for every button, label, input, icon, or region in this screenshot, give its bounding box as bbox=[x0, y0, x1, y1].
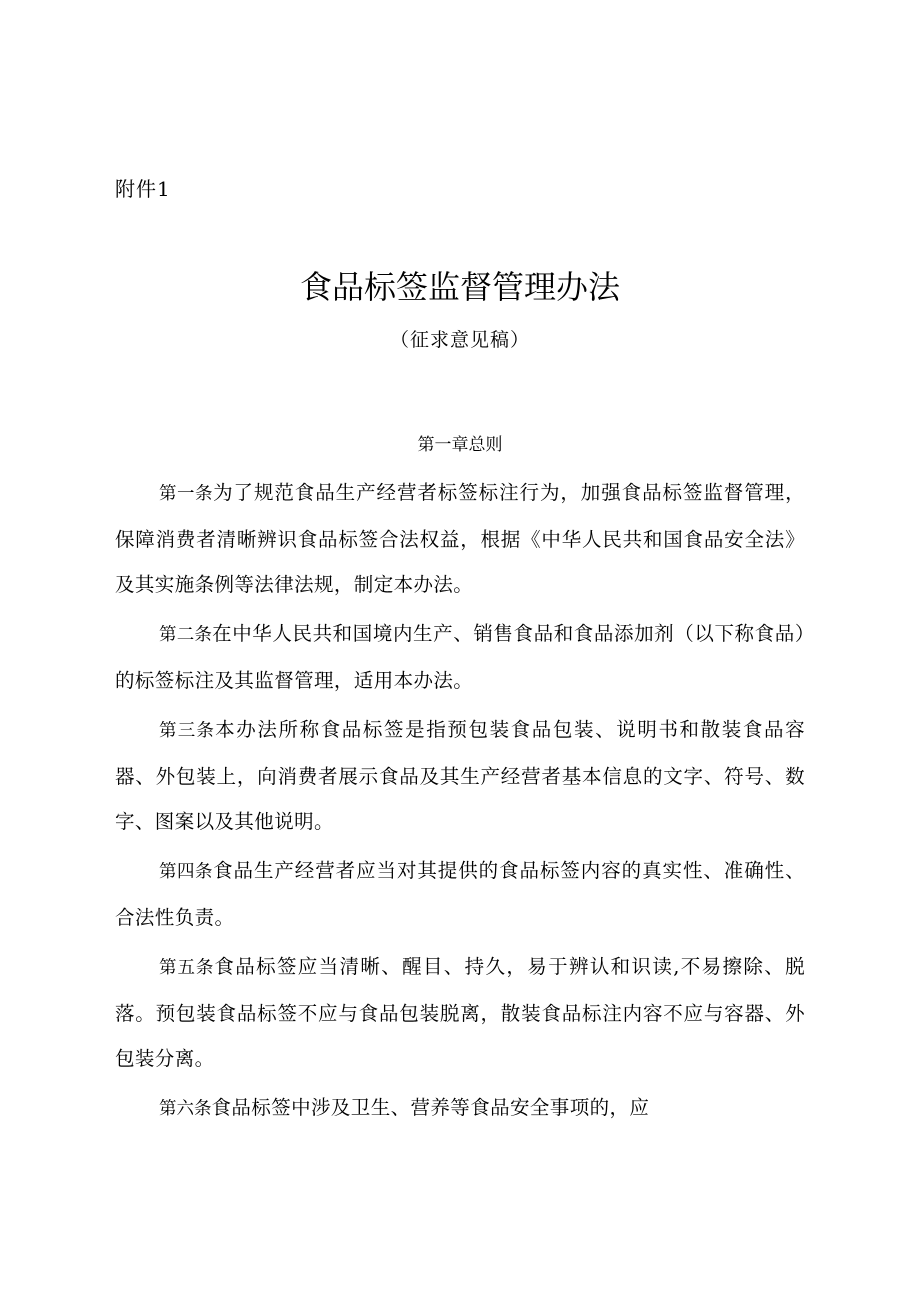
article-number: 第四条 bbox=[159, 862, 214, 882]
article-3 bbox=[115, 707, 805, 844]
article-text: 为了规范食品生产经营者标签标注行为，加强食品标签监督管理，保障消费者清晰辨识食品标签合法权益，根据《中华人民共和国食品安全法》及其实施条例等法律法规，制定本办法。 bbox=[115, 481, 805, 596]
document-body bbox=[115, 470, 805, 1136]
article-number: 第二条 bbox=[159, 625, 213, 645]
chapter-heading: 第一章总则 bbox=[417, 435, 503, 455]
article-number: 第五条 bbox=[159, 958, 215, 978]
document-title: 食品标签监督管理办法 bbox=[299, 268, 620, 306]
article-number: 第三条 bbox=[159, 721, 216, 741]
article-text: 食品生产经营者应当对其提供的食品标签内容的真实性、准确性、合法性负责。 bbox=[115, 859, 805, 929]
article-2 bbox=[115, 611, 805, 703]
attachment-label: 附件1 bbox=[115, 177, 171, 201]
article-number: 第六条 bbox=[159, 1099, 212, 1119]
article-text: 食品标签中涉及卫生、营养等食品安全事项的，应 bbox=[211, 1096, 650, 1119]
document-subtitle: （征求意见稿） bbox=[389, 329, 530, 351]
article-text: 本办法所称食品标签是指预包装食品包装、说明书和散装食品容器、外包装上，向消费者展示食品及其生产经营者基本信息的文字、符号、数字、图案以及其他说明。 bbox=[115, 718, 806, 833]
article-1 bbox=[115, 470, 805, 607]
article-6 bbox=[115, 1085, 805, 1132]
article-number: 第一条 bbox=[159, 484, 214, 504]
article-text: 食品标签应当清晰、醒目、持久，易于辨认和识读,不易擦除、脱落。预包装食品标签不应与食品包装脱离，散装食品标注内容不应与容器、外包装分离。 bbox=[115, 955, 805, 1070]
article-5 bbox=[115, 944, 805, 1081]
article-text: 在中华人民共和国境内生产、销售食品和食品添加剂（以下称食品）的标签标注及其监督管理，适用本办法。 bbox=[115, 622, 805, 692]
article-4 bbox=[115, 848, 805, 940]
